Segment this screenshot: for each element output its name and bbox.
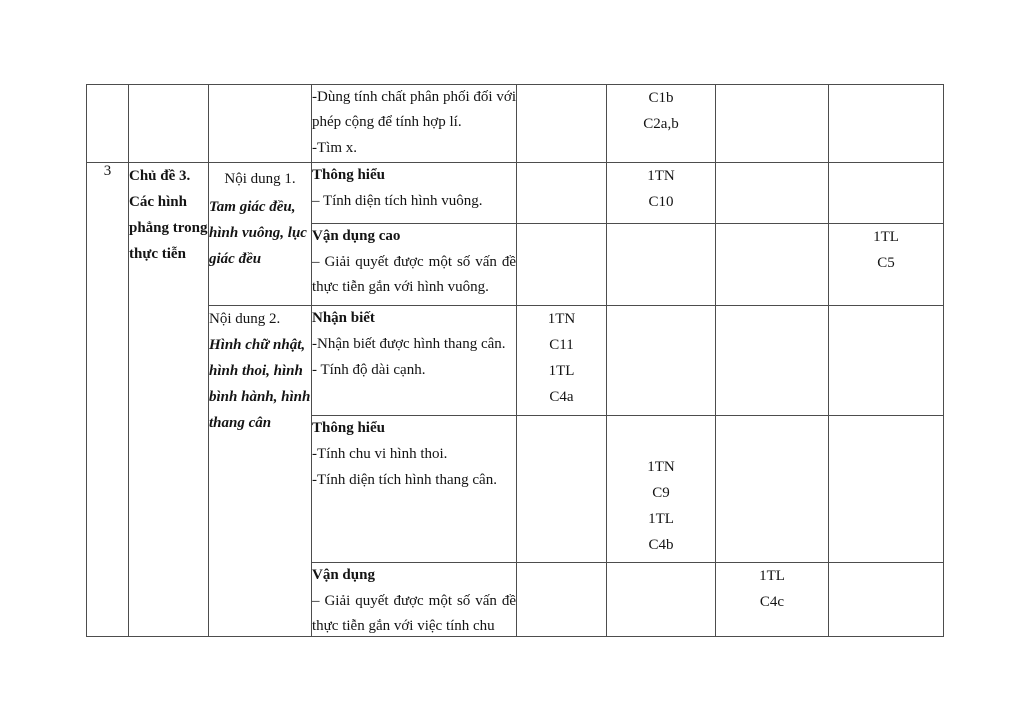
cell-noi-dung-2 xyxy=(209,306,312,637)
table-row-noi-dung-2-nhan-biet xyxy=(87,306,944,416)
level-heading: Thông hiểu xyxy=(312,420,385,436)
cell-empty xyxy=(607,306,716,416)
cell-empty xyxy=(829,306,944,416)
cell-empty xyxy=(87,85,129,163)
cell-codes-van-dung-cao xyxy=(829,224,944,306)
cell-codes-thong-hieu xyxy=(607,416,716,563)
cell-empty xyxy=(716,85,829,163)
requirement-text: – Giải quyết được một số vấn đề thực tiễn gắn với hình vuông. xyxy=(312,254,516,295)
cell-requirements xyxy=(312,306,517,416)
question-code: 1TN xyxy=(647,459,675,475)
requirement-text: - Tính độ dài cạnh. xyxy=(312,362,426,378)
cell-requirements-continued xyxy=(312,85,517,163)
cell-codes-thong-hieu xyxy=(607,163,716,224)
cell-empty xyxy=(716,306,829,416)
cell-requirements xyxy=(312,224,517,306)
cell-empty xyxy=(829,563,944,637)
question-code: 1TL xyxy=(759,568,785,584)
noi-dung-topic: Hình chữ nhật, hình thoi, hình bình hành, hình thang cân xyxy=(209,337,311,431)
question-code: 1TN xyxy=(647,168,675,184)
cell-empty xyxy=(517,85,607,163)
requirement-text: -Dùng tính chất phân phối đối với phép cộng để tính hợp lí. xyxy=(312,89,516,130)
question-code: C11 xyxy=(549,337,574,353)
cell-empty xyxy=(517,416,607,563)
cell-empty xyxy=(129,85,209,163)
cell-chu-de: Chủ đề 3. Các hình phẳng trong thực tiễn xyxy=(129,163,209,637)
question-code: C10 xyxy=(648,194,674,210)
cell-codes-thong-hieu xyxy=(607,85,716,163)
cell-codes-nhan-biet xyxy=(517,306,607,416)
requirement-text: -Tính diện tích hình thang cân. xyxy=(312,472,497,488)
question-code: 1TL xyxy=(873,229,899,245)
cell-empty xyxy=(517,163,607,224)
cell-empty xyxy=(607,224,716,306)
requirement-text: – Tính diện tích hình vuông. xyxy=(312,193,483,209)
cell-requirements xyxy=(312,163,517,224)
question-code: 1TL xyxy=(548,363,575,379)
question-code: C5 xyxy=(877,255,895,271)
cell-empty xyxy=(829,85,944,163)
level-heading: Vận dụng cao xyxy=(312,228,401,244)
question-code: C4a xyxy=(549,389,574,405)
exam-matrix-table xyxy=(86,84,944,637)
question-code: 1TL xyxy=(648,511,674,527)
requirement-text: -Tìm x. xyxy=(312,140,357,156)
cell-empty xyxy=(209,85,312,163)
requirement-text: – Giải quyết được một số vấn đề thực tiễn gắn với việc tính chu xyxy=(312,593,516,634)
noi-dung-label: Nội dung 1. xyxy=(224,171,296,187)
cell-codes-van-dung xyxy=(716,563,829,637)
clipped-text-region xyxy=(312,563,516,635)
cell-requirements xyxy=(312,563,517,637)
cell-empty xyxy=(716,163,829,224)
cell-noi-dung-1 xyxy=(209,163,312,306)
cell-empty xyxy=(517,563,607,637)
question-code: C9 xyxy=(652,485,670,501)
level-heading: Nhận biết xyxy=(312,310,375,326)
table-row-continued xyxy=(87,85,944,163)
question-code: 1TN xyxy=(547,311,576,327)
cell-empty xyxy=(716,224,829,306)
level-heading: Thông hiểu xyxy=(312,167,385,183)
table-row-noi-dung-1-thong-hieu xyxy=(87,163,944,224)
cell-empty xyxy=(716,416,829,563)
question-code: C4c xyxy=(759,594,785,610)
requirement-text: -Tính chu vi hình thoi. xyxy=(312,446,448,462)
level-heading: Vận dụng xyxy=(312,567,375,583)
cell-empty xyxy=(829,416,944,563)
question-code: C1b xyxy=(648,90,674,106)
cell-empty xyxy=(829,163,944,224)
requirement-text: -Nhận biết được hình thang cân. xyxy=(312,336,506,352)
question-code: C4b xyxy=(648,537,674,553)
noi-dung-label: Nội dung 2. xyxy=(209,311,281,327)
noi-dung-topic: Tam giác đều, hình vuông, lục giác đều xyxy=(209,199,307,267)
cell-empty xyxy=(607,563,716,637)
cell-empty xyxy=(517,224,607,306)
question-code: C2a,b xyxy=(643,116,679,132)
cell-stt: 3 xyxy=(87,163,129,637)
cell-requirements xyxy=(312,416,517,563)
